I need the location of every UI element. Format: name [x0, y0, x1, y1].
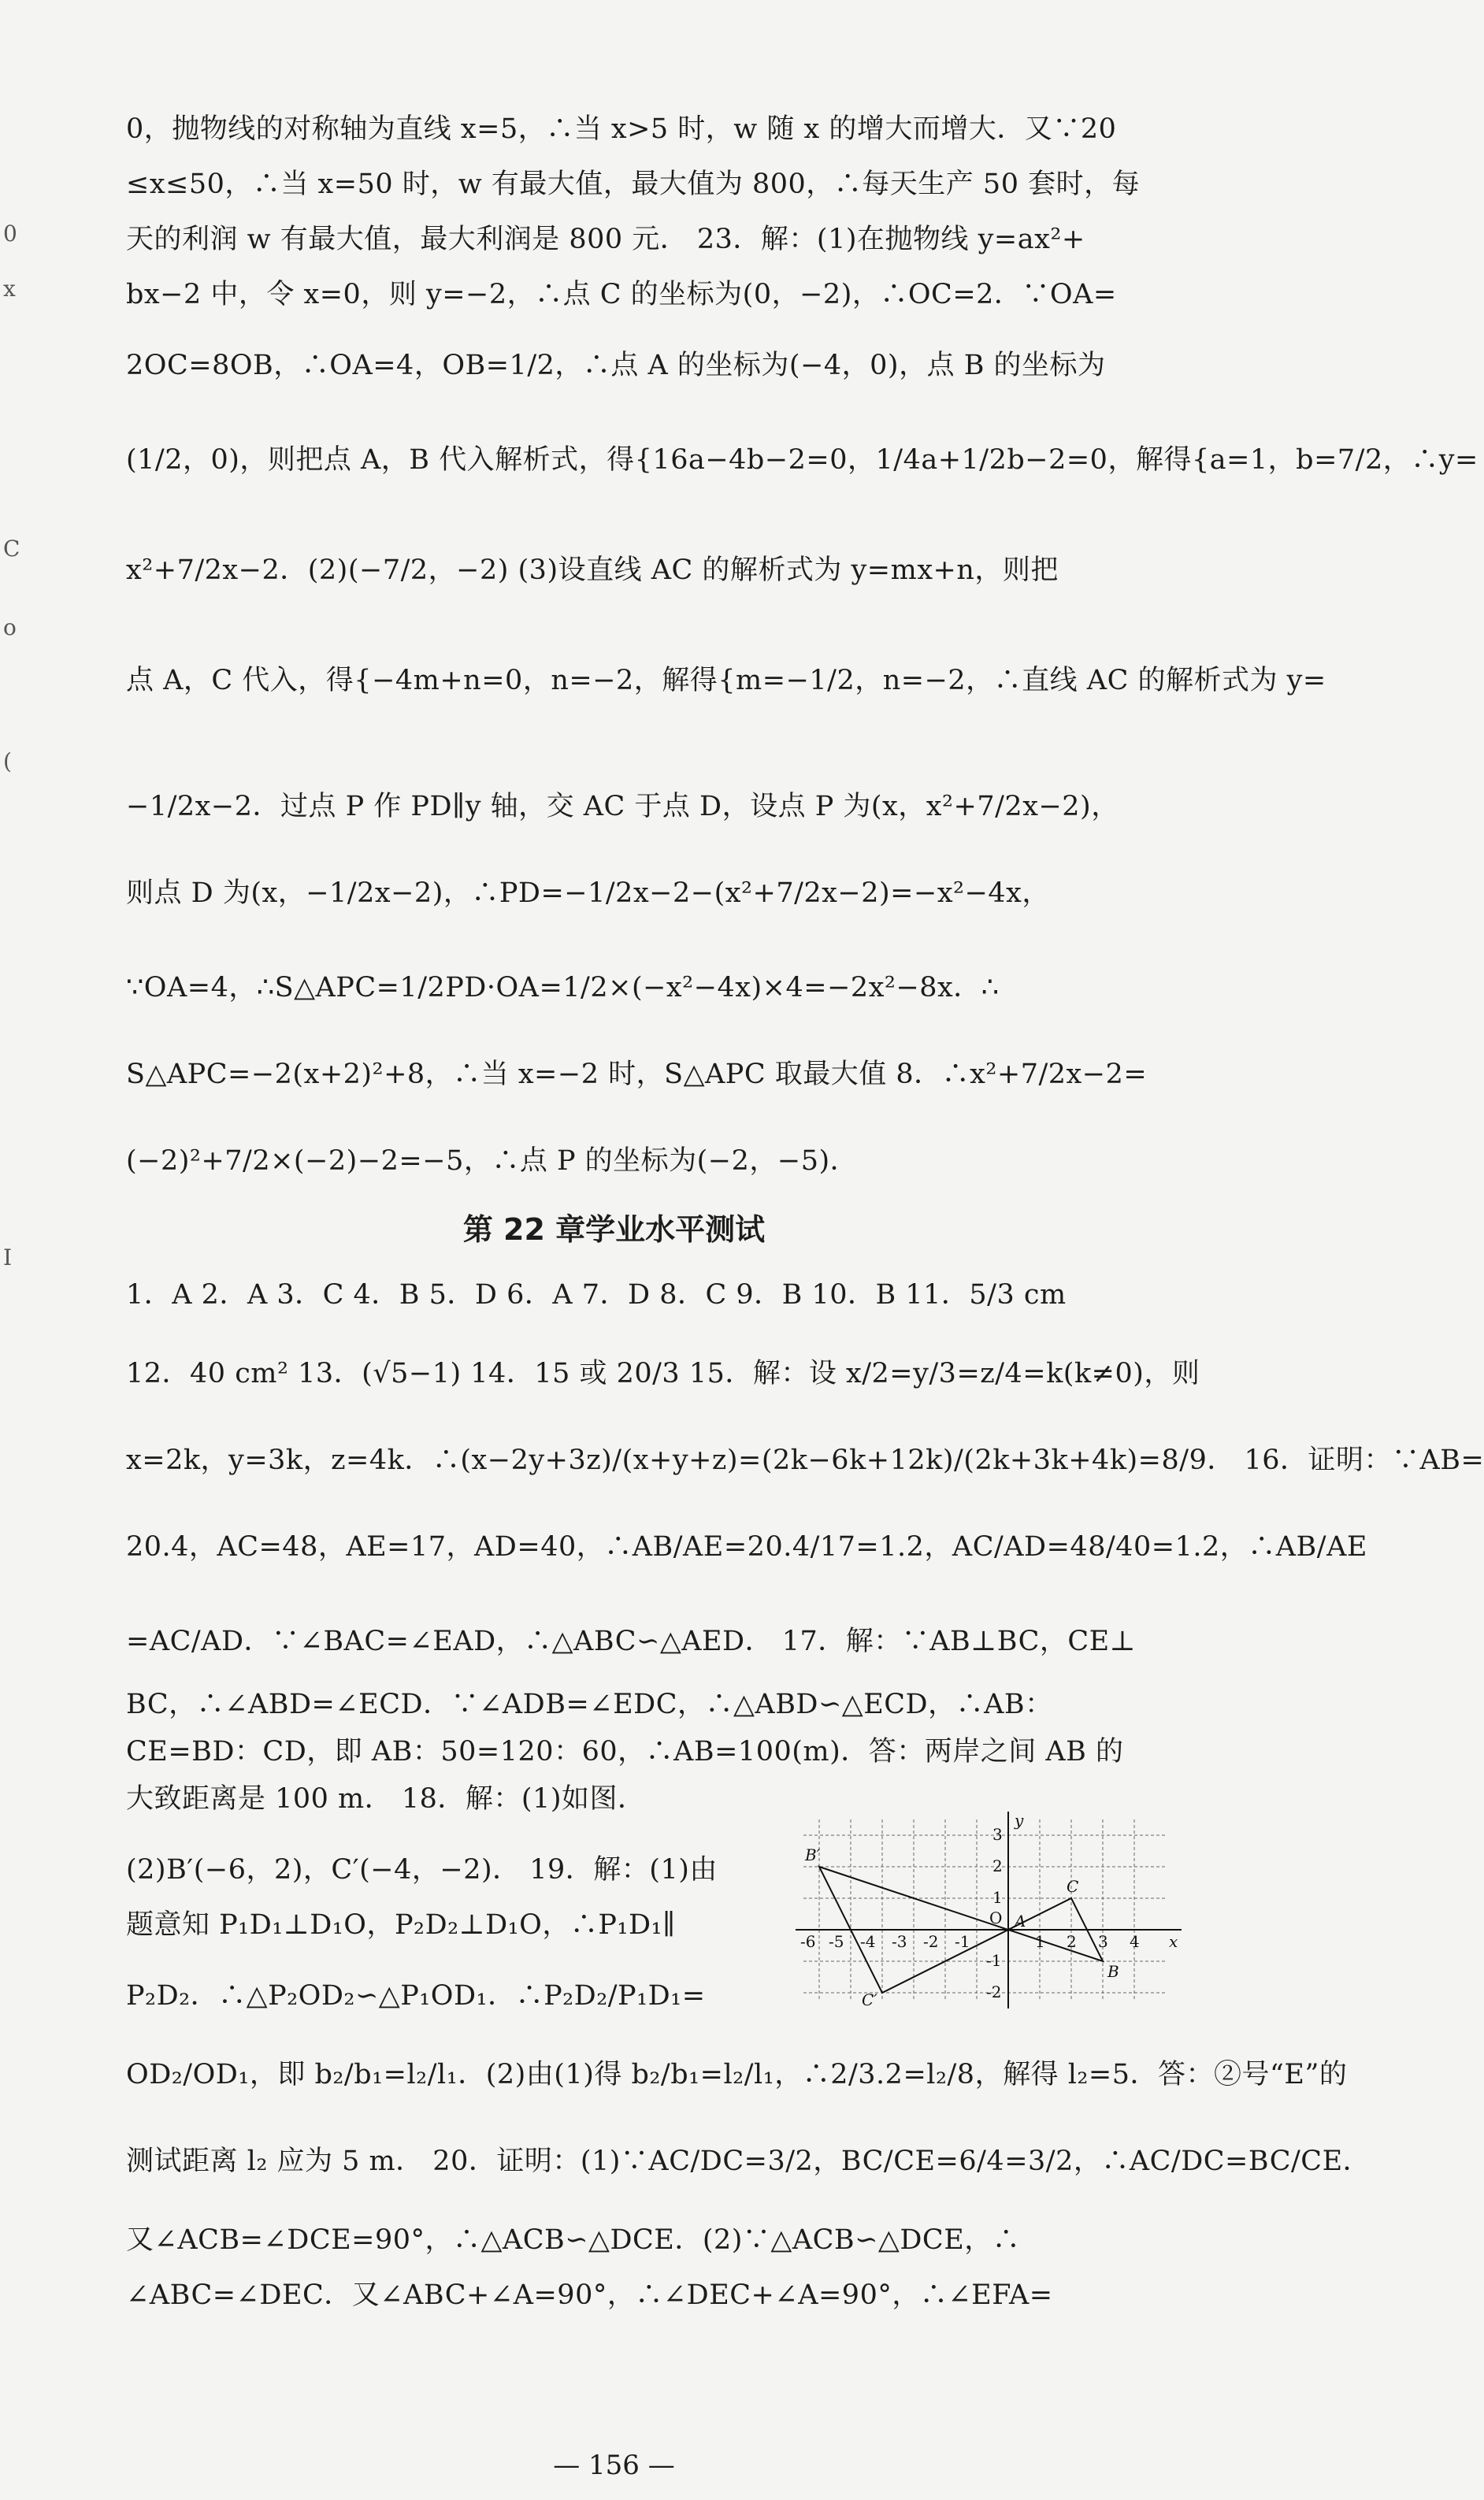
tick-label: 1 [1035, 1932, 1045, 1951]
tick-label: 1 [992, 1888, 1003, 1907]
margin-mark: I [3, 1244, 13, 1270]
answer-line: 又∠ACB=∠DCE=90°，∴△ACB∽△DCE．(2)∵△ACB∽△DCE，∴ [126, 2224, 1021, 2256]
answer-line: 大致距离是 100 m． 18．解：(1)如图． [126, 1783, 646, 1815]
tick-label: 4 [1130, 1932, 1140, 1951]
tick-label: -6 [800, 1932, 816, 1951]
point-label: B′ [805, 1845, 821, 1864]
answer-line: 题意知 P₁D₁⊥D₁O，P₂D₂⊥D₁O，∴P₁D₁∥ [126, 1909, 676, 1941]
margin-mark: 0 [3, 221, 17, 247]
point-label: C [1067, 1877, 1079, 1896]
margin-mark: x [3, 276, 16, 302]
answer-line: 20.4，AC=48，AE=17，AD=40，∴AB/AE=20.4/17=1.2，AC/AD=48/40=1.2，∴AB/AE [126, 1531, 1367, 1563]
answer-line: (2)B′(−6，2)，C′(−4，−2)． 19．解：(1)由 [126, 1854, 718, 1886]
tick-label: 2 [1067, 1932, 1077, 1951]
tick-label: -1 [986, 1951, 1002, 1970]
answer-line: CE=BD：CD，即 AB：50=120：60，∴AB=100(m)．答：两岸之间 AB 的 [126, 1736, 1124, 1767]
margin-mark: ( [3, 748, 12, 774]
answer-line: 1．A 2．A 3．C 4．B 5．D 6．A 7．D 8．C 9．B 10．B 11．5/3 cm [126, 1279, 1067, 1311]
answer-line: =AC/AD．∵∠BAC=∠EAD，∴△ABC∽△AED． 17．解：∵AB⊥BC，CE⊥ [126, 1626, 1137, 1657]
point-label: B [1107, 1962, 1119, 1981]
tick-label: -4 [860, 1932, 876, 1951]
page-number: — 156 — [553, 2450, 675, 2481]
text-line: 0，抛物线的对称轴为直线 x=5，∴当 x>5 时，w 随 x 的增大而增大．又∵20 [126, 113, 1117, 145]
tick-label: -5 [829, 1932, 844, 1951]
text-line: 2OC=8OB，∴OA=4，OB=1/2，∴点 A 的坐标为(−4，0)，点 B 的坐标为 [126, 350, 1106, 381]
text-line: (1/2，0)，则把点 A，B 代入解析式，得{16a−4b−2=0，1/4a+1/2b−2=0，解得{a=1，b=7/2，∴y= [126, 444, 1478, 476]
tick-label: 3 [1098, 1932, 1108, 1951]
text-line: bx−2 中，令 x=0，则 y=−2，∴点 C 的坐标为(0，−2)，∴OC=2．∵OA= [126, 279, 1117, 310]
origin-label: O [989, 1908, 1003, 1927]
text-line: 天的利润 w 有最大值，最大利润是 800 元． 23．解：(1)在抛物线 y=ax²+ [126, 224, 1085, 255]
grid-diagram [796, 1812, 1189, 2009]
axis-label: x [1169, 1932, 1178, 1951]
tick-label: -2 [923, 1932, 939, 1951]
answer-line: ∠ABC=∠DEC．又∠ABC+∠A=90°，∴∠DEC+∠A=90°，∴∠EFA= [126, 2279, 1053, 2311]
tick-label: -1 [955, 1932, 970, 1951]
coordinate-figure [796, 1812, 1189, 2009]
answer-line: P₂D₂．∴△P₂OD₂∽△P₁OD₁．∴P₂D₂/P₁D₁= [126, 1980, 706, 2012]
answer-line: 12．40 cm² 13．(√5−1) 14．15 或 20/3 15．解：设 x/2=y/3=z/4=k(k≠0)，则 [126, 1358, 1200, 1389]
text-line: ∵OA=4，∴S△APC=1/2PD·OA=1/2×(−x²−4x)×4=−2x²−8x．∴ [126, 972, 1000, 1003]
answer-line: 测试距离 l₂ 应为 5 m． 20．证明：(1)∵AC/DC=3/2，BC/CE=6/4=3/2，∴AC/DC=BC/CE． [126, 2146, 1371, 2177]
point-label: A [1015, 1912, 1026, 1931]
tick-label: 2 [992, 1856, 1003, 1875]
margin-mark: o [3, 614, 17, 640]
text-line: S△APC=−2(x+2)²+8，∴当 x=−2 时，S△APC 取最大值 8．∴x²+7/2x−2= [126, 1059, 1148, 1090]
text-line: x²+7/2x−2．(2)(−7/2，−2) (3)设直线 AC 的解析式为 y=mx+n，则把 [126, 555, 1059, 586]
answer-line: x=2k，y=3k，z=4k．∴(x−2y+3z)/(x+y+z)=(2k−6k+12k)/(2k+3k+4k)=8/9． 16．证明：∵AB= [126, 1445, 1484, 1476]
axis-label: y [1015, 1811, 1024, 1830]
tick-label: -2 [986, 1983, 1002, 2001]
text-line: −1/2x−2．过点 P 作 PD∥y 轴，交 AC 于点 D，设点 P 为(x，x²+7/2x−2)， [126, 791, 1119, 822]
text-line: (−2)²+7/2×(−2)−2=−5，∴点 P 的坐标为(−2，−5)． [126, 1145, 859, 1177]
tick-label: 3 [992, 1825, 1003, 1844]
answer-line: BC，∴∠ABD=∠ECD．∵∠ADB=∠EDC，∴△ABD∽△ECD，∴AB： [126, 1689, 1053, 1720]
text-line: 点 A，C 代入，得{−4m+n=0，n=−2，解得{m=−1/2，n=−2，∴直线 AC 的解析式为 y= [126, 665, 1326, 696]
point-label: C′ [862, 1990, 877, 2009]
answer-line: OD₂/OD₁，即 b₂/b₁=l₂/l₁．(2)由(1)得 b₂/b₁=l₂/l₁，∴2/3.2=l₂/8，解得 l₂=5．答：②号“E”的 [126, 2059, 1348, 2090]
section-heading: 第 22 章学业水平测试 [462, 1212, 766, 1247]
text-line: ≤x≤50，∴当 x=50 时，w 有最大值，最大值为 800，∴每天生产 50 套时，每 [126, 169, 1141, 200]
text-line: 则点 D 为(x，−1/2x−2)，∴PD=−1/2x−2−(x²+7/2x−2)=−x²−4x， [126, 877, 1050, 909]
tick-label: -3 [892, 1932, 907, 1951]
margin-mark: C [3, 536, 20, 562]
